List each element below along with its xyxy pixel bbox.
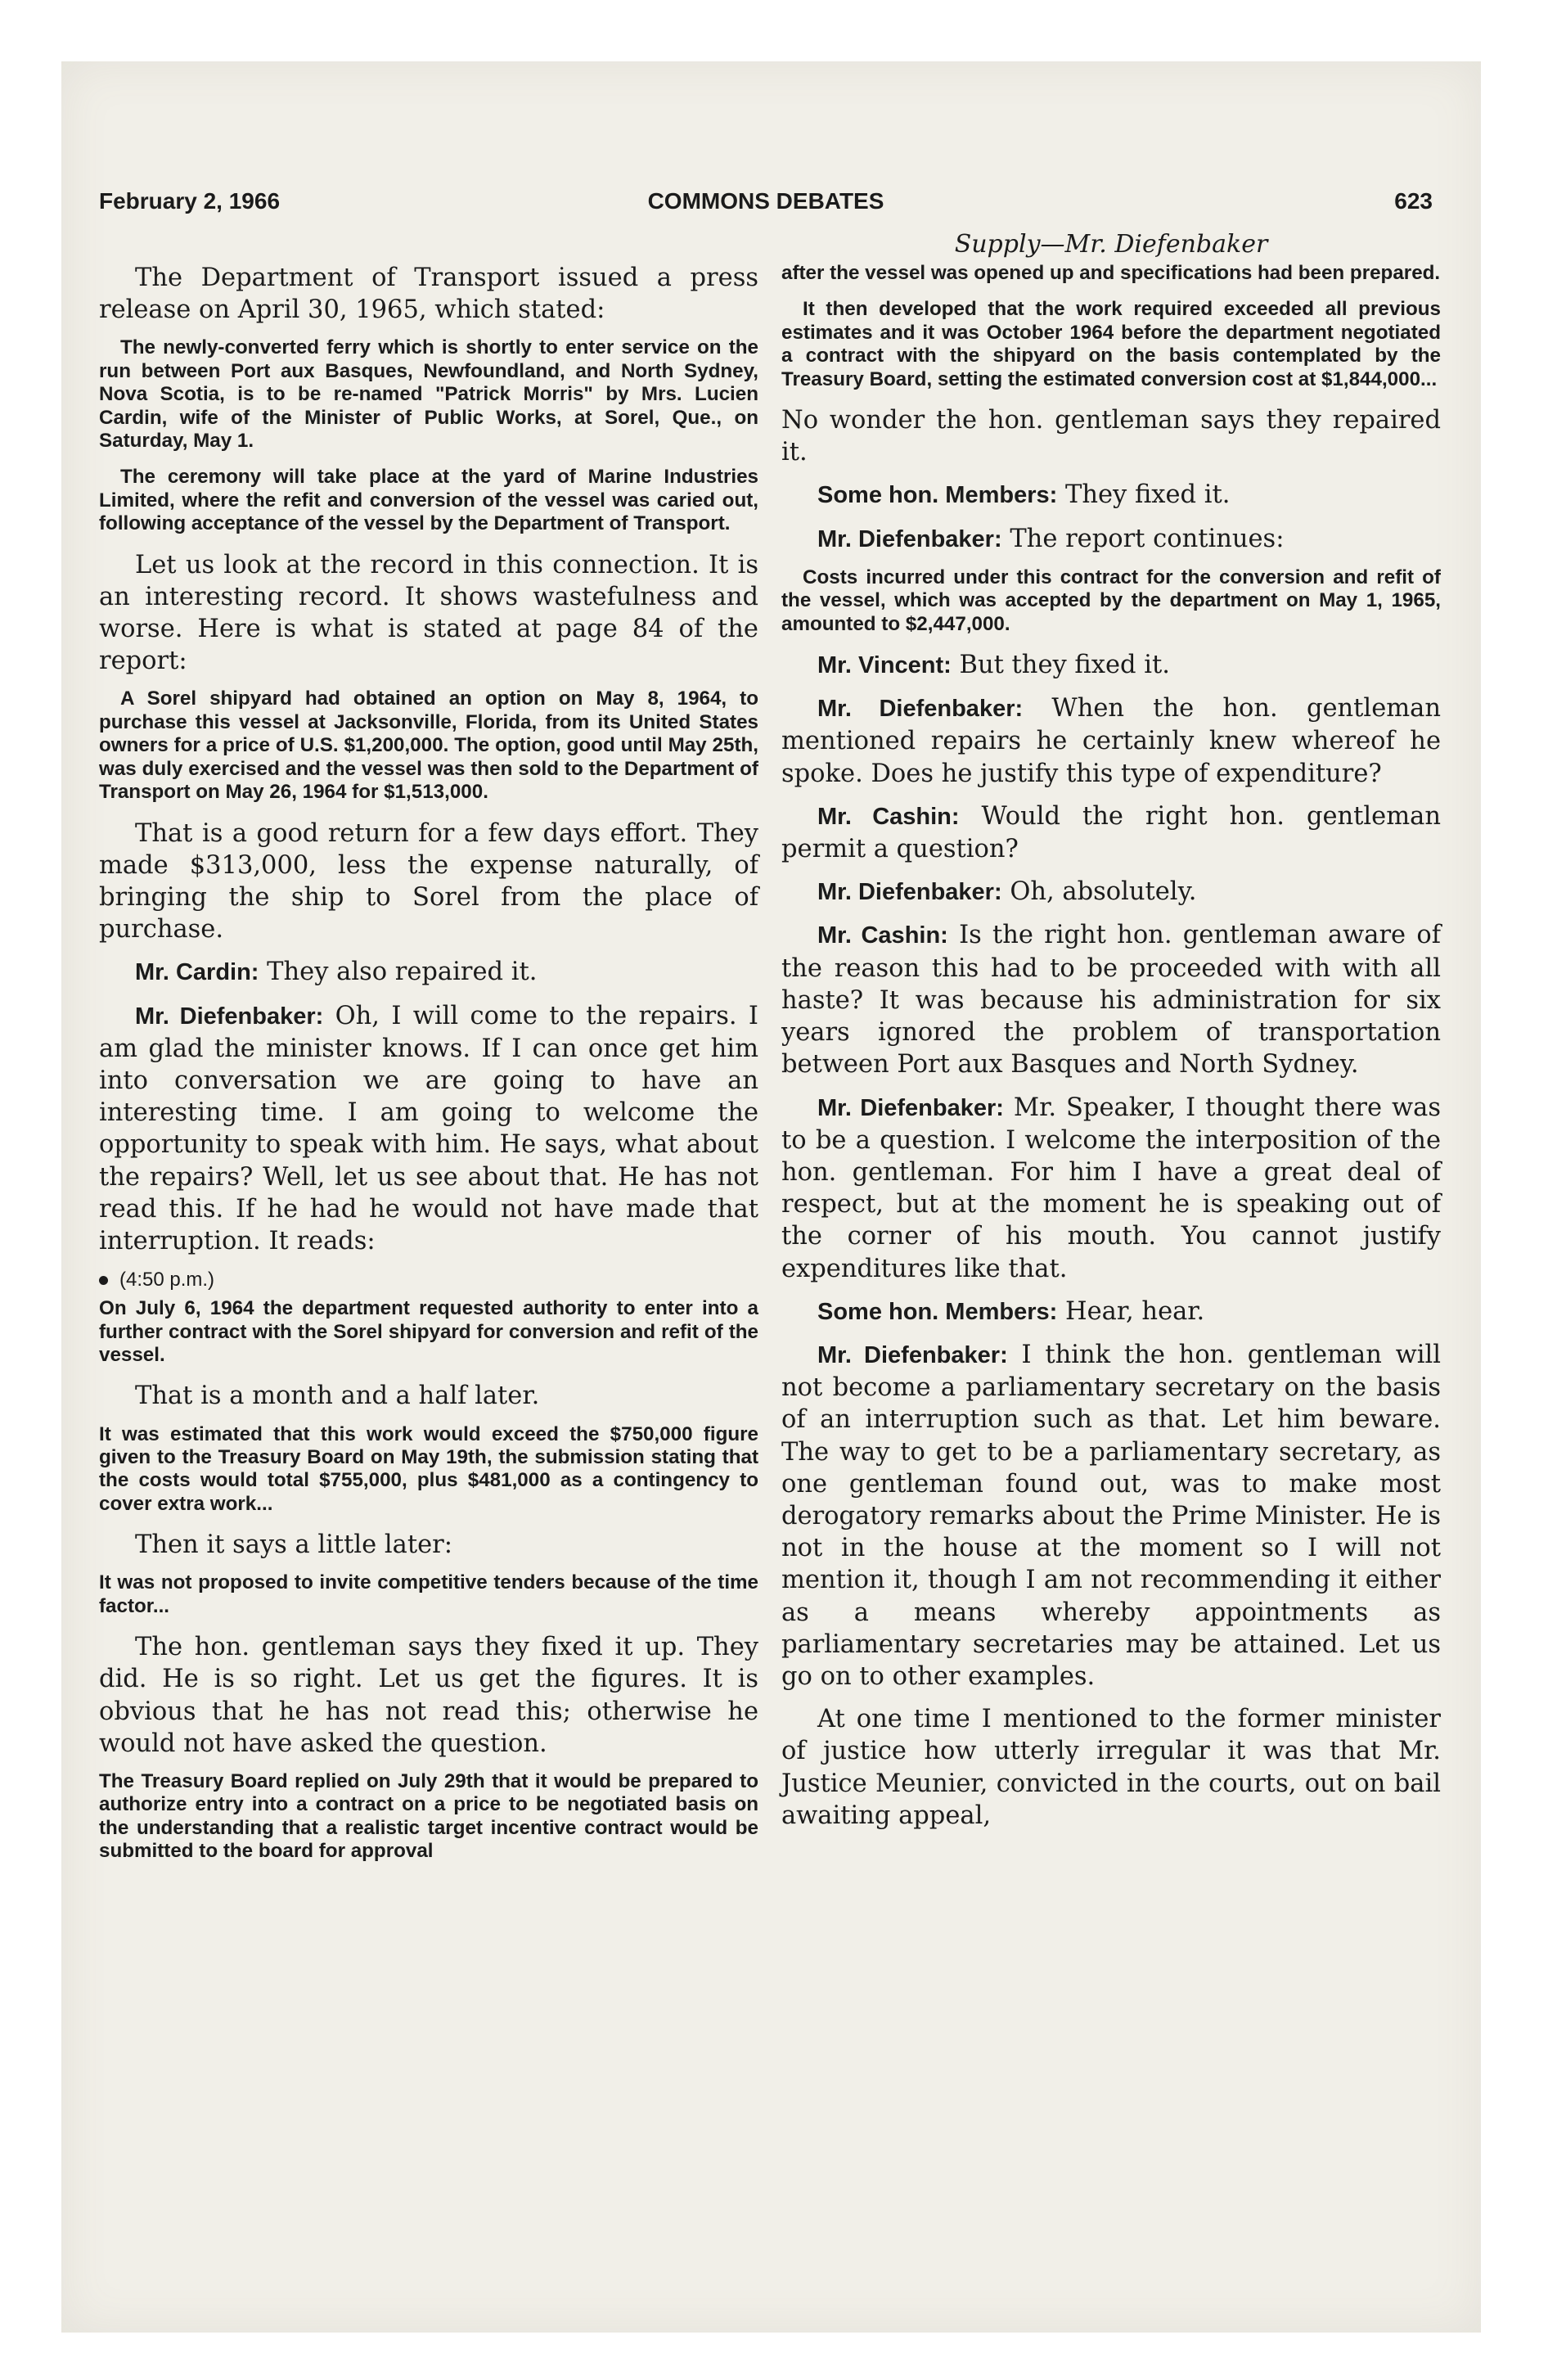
speech <box>99 1000 758 1258</box>
speaker-name: Mr. Diefenbaker: <box>817 1341 1008 1368</box>
speech <box>781 876 1441 908</box>
quotation: The newly-converted ferry which is shortly to enter service on the run between Port aux Basques, Newfoundland, and North Sydney, Nova Scotia, is to be re-named "Patrick Morris" by Mrs. Lucien Cardin, wife of the Minister of Public Works, at Sorel, Que., on Saturday, May 1. <box>99 336 758 453</box>
speech <box>781 479 1441 512</box>
speaker-name: Mr. Diefenbaker: <box>817 525 1002 552</box>
speech <box>99 956 758 989</box>
speech <box>781 800 1441 865</box>
quotation: Costs incurred under this contract for the conversion and refit of the vessel, which was accepted by the department on May 1, 1965, amounted to $2,447,000. <box>781 566 1441 635</box>
section-subheading: Supply—Mr. Diefenbaker <box>954 230 1268 259</box>
paragraph: The hon. gentleman says they fixed it up. They did. He is so right. Let us get the figures. It is obvious that he has not read this; otherwise he would not have asked the question. <box>99 1633 758 1758</box>
paragraph: No wonder the hon. gentleman says they repaired it. <box>781 406 1441 467</box>
speaker-name: Some hon. Members: <box>817 1298 1058 1325</box>
speech <box>781 919 1441 1080</box>
speech <box>781 649 1441 682</box>
speech-text: When the hon. gentleman mentioned repairs he certainly knew whereof he spoke. Does he justify this type of expenditure? <box>781 694 1441 788</box>
paragraph: Let us look at the record in this connection. It is an interesting record. It shows wastefulness and worse. Here is what is stated at page 84 of the report: <box>99 550 758 676</box>
speaker-name: Mr. Cashin: <box>817 803 960 830</box>
speech-text: Is the right hon. gentleman aware of the reason this had to be proceeded with with all haste? It was because his administration for six years ignored the problem of transportation between Port aux Basques and North Sydney. <box>781 921 1441 1080</box>
bullet-icon <box>99 1276 108 1285</box>
speech <box>781 1296 1441 1328</box>
speech <box>781 692 1441 790</box>
paragraph: The Department of Transport issued a press release on April 30, 1965, which stated: <box>99 264 758 325</box>
publication-title: COMMONS DEBATES <box>647 188 884 214</box>
speech <box>781 1339 1441 1693</box>
speaker-name: Mr. Vincent: <box>817 652 952 679</box>
quotation: The ceremony will take place at the yard of Marine Industries Limited, where the refit and conversion of the vessel was caried out, following acceptance of the vessel by the Department of Transport. <box>99 466 758 535</box>
running-header <box>99 188 1433 224</box>
speech-text: I think the hon. gentleman will not become a parliamentary secretary on the basis of an interruption such as that. Let him beware. The way to get to be a parliamentary secretary, as one gentleman found out, was to make most derogatory remarks about the Prime Minister. He is not in the house at the moment so I will not mention it, though I am not recommending it either as a means whereby appointments as parliamentary secretaries may be attained. Let us go on to other examples. <box>781 1340 1441 1691</box>
quotation: It then developed that the work required exceeded all previous estimates and it was October 1964 before the department negotiated a contract with the shipyard on the basis contemplated by the Treasury Board, setting the estimated conversion cost at $1,844,000... <box>781 298 1441 390</box>
page-number: 623 <box>1394 188 1433 214</box>
speech-text: The report continues: <box>1010 524 1285 553</box>
speaker-name: Mr. Diefenbaker: <box>817 879 1002 906</box>
speech-text: They fixed it. <box>1064 480 1231 510</box>
speech-text: Oh, I will come to the repairs. I am glad the minister knows. If I can once get him into conversation we are going to have an interesting time. I am going to welcome the opportunity to speak with him. He says, what about the repairs? Well, let us see about that. He has not read this. If he had he would not have made that interruption. It reads: <box>99 1001 758 1255</box>
paragraph: That is a month and a half later. <box>135 1382 540 1411</box>
right-column <box>781 229 1441 1842</box>
speaker-name: Mr. Diefenbaker: <box>817 696 1024 723</box>
quotation: The Treasury Board replied on July 29th that it would be prepared to authorize entry into a contract on a price to be negotiated basis on the understanding that a realistic target incentive contract would be submitted to the board for approval <box>99 1770 758 1863</box>
timestamp-text: (4:50 p.m.) <box>119 1269 215 1291</box>
quotation: A Sorel shipyard had obtained an option on May 8, 1964, to purchase this vessel at Jacksonville, Florida, from its United States owners for a price of U.S. $1,200,000. The option, good until May 25th, was duly exercised and the vessel was then sold to the Department of Transport on May 26, 1964 for $1,513,000. <box>99 687 758 804</box>
quotation: It was not proposed to invite competitive tenders because of the time factor... <box>99 1571 758 1617</box>
paragraph: That is a good return for a few days effort. They made $313,000, less the expense naturally, of bringing the ship to Sorel from the place of purchase. <box>99 818 758 944</box>
speaker-name: Mr. Diefenbaker: <box>817 1094 1004 1121</box>
quotation: It was estimated that this work would exceed the $750,000 figure given to the Treasury Board on May 19th, the submission stating that the costs would total $755,000, plus $481,000 as a contingency to cover extra work... <box>99 1422 758 1515</box>
speech-text: They also repaired it. <box>267 958 538 987</box>
speech <box>781 523 1441 556</box>
paragraph: Then it says a little later: <box>135 1530 452 1560</box>
speech-text: But they fixed it. <box>959 651 1170 680</box>
speech-text: Oh, absolutely. <box>1010 877 1197 907</box>
quotation: On July 6, 1964 the department requested authority to enter into a further contract with the Sorel shipyard for conversion and refit of the vessel. <box>99 1297 758 1366</box>
left-column <box>99 262 758 1877</box>
header-date: February 2, 1966 <box>99 188 281 214</box>
speaker-name: Mr. Diefenbaker: <box>135 1003 324 1030</box>
timestamp <box>99 1268 758 1292</box>
speech <box>781 1092 1441 1285</box>
speaker-name: Some hon. Members: <box>817 482 1058 509</box>
speech-text: Mr. Speaker, I thought there was to be a question. I welcome the interposition of the hon. gentleman. For him I have a great deal of respect, but at the moment he is speaking out of the corner of his mouth. You cannot justify expenditures like that. <box>781 1093 1441 1283</box>
paragraph: At one time I mentioned to the former minister of justice how utterly irregular it was that Mr. Justice Meunier, convicted in the courts, out on bail awaiting appeal, <box>781 1705 1441 1830</box>
speech-text: Hear, hear. <box>1064 1296 1205 1326</box>
quotation: after the vessel was opened up and specifications had been prepared. <box>781 262 1441 284</box>
speaker-name: Mr. Cashin: <box>817 922 948 949</box>
speaker-name: Mr. Cardin: <box>135 959 259 986</box>
speech-text: Would the right hon. gentleman permit a question? <box>781 801 1441 864</box>
